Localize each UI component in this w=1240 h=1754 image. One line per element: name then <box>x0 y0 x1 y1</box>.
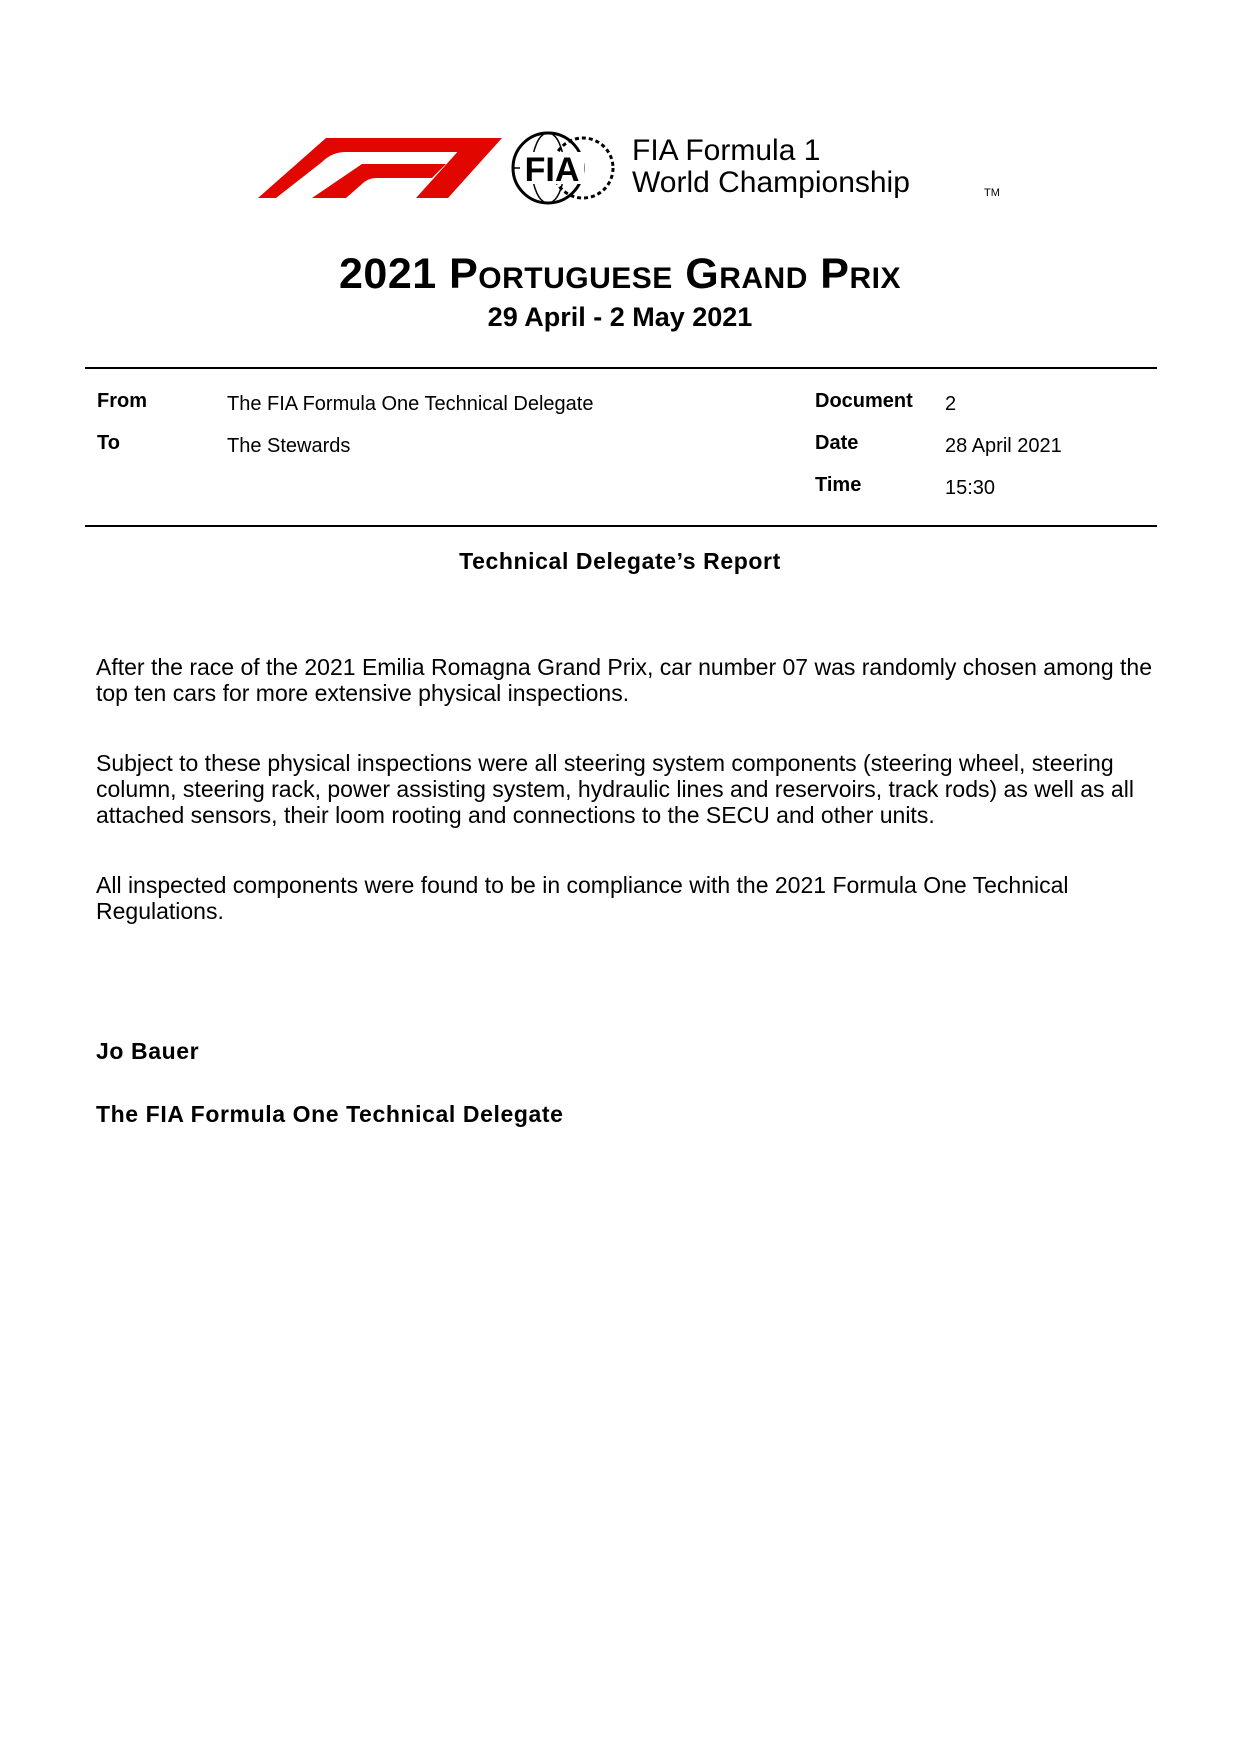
date-label: Date <box>815 432 859 454</box>
report-paragraph-3: All inspected components were found to be in compliance with the 2021 Formula One Technical Regulations. <box>96 872 1069 924</box>
brand-line-2: World Championship <box>632 166 910 199</box>
to-value: The Stewards <box>227 435 351 457</box>
brand-tm: TM <box>984 187 1000 199</box>
to-label: To <box>97 432 120 454</box>
time-label: Time <box>815 474 862 496</box>
from-label: From <box>97 390 147 412</box>
date-value: 28 April 2021 <box>945 435 1062 457</box>
document-label: Document <box>815 390 913 412</box>
event-title: 2021 Portuguese Grand Prix <box>339 250 901 298</box>
report-paragraph-1: After the race of the 2021 Emilia Romagna Grand Prix, car number 07 was randomly chosen among the top ten cars for more extensive physical inspections. <box>96 654 1152 706</box>
event-dates: 29 April - 2 May 2021 <box>487 302 753 332</box>
event-header <box>0 248 1240 334</box>
brand-line-1: FIA Formula 1 <box>632 134 821 167</box>
report-paragraph-2: Subject to these physical inspections were all steering system components (steering wheel, steering column, steering rack, power assisting system, hydraulic lines and reservoirs, track rods) as well as all attached sensors, their loom rooting and connections to the SECU and other units. <box>96 750 1134 828</box>
header-divider-top <box>85 367 1157 369</box>
header-logo <box>258 130 1018 210</box>
document-value: 2 <box>945 393 957 415</box>
f1-logo-icon <box>258 138 502 198</box>
signatory-role: The FIA Formula One Technical Delegate <box>96 1101 564 1127</box>
header-divider-bottom <box>85 525 1157 527</box>
from-value: The FIA Formula One Technical Delegate <box>227 393 594 415</box>
f1-fia-logo <box>258 130 1018 210</box>
report-title: Technical Delegate’s Report <box>459 548 781 574</box>
signatory-name: Jo Bauer <box>96 1038 200 1064</box>
fia-mark-text: FIA <box>524 151 580 189</box>
time-value: 15:30 <box>945 477 996 499</box>
fia-globe-icon <box>513 133 613 203</box>
